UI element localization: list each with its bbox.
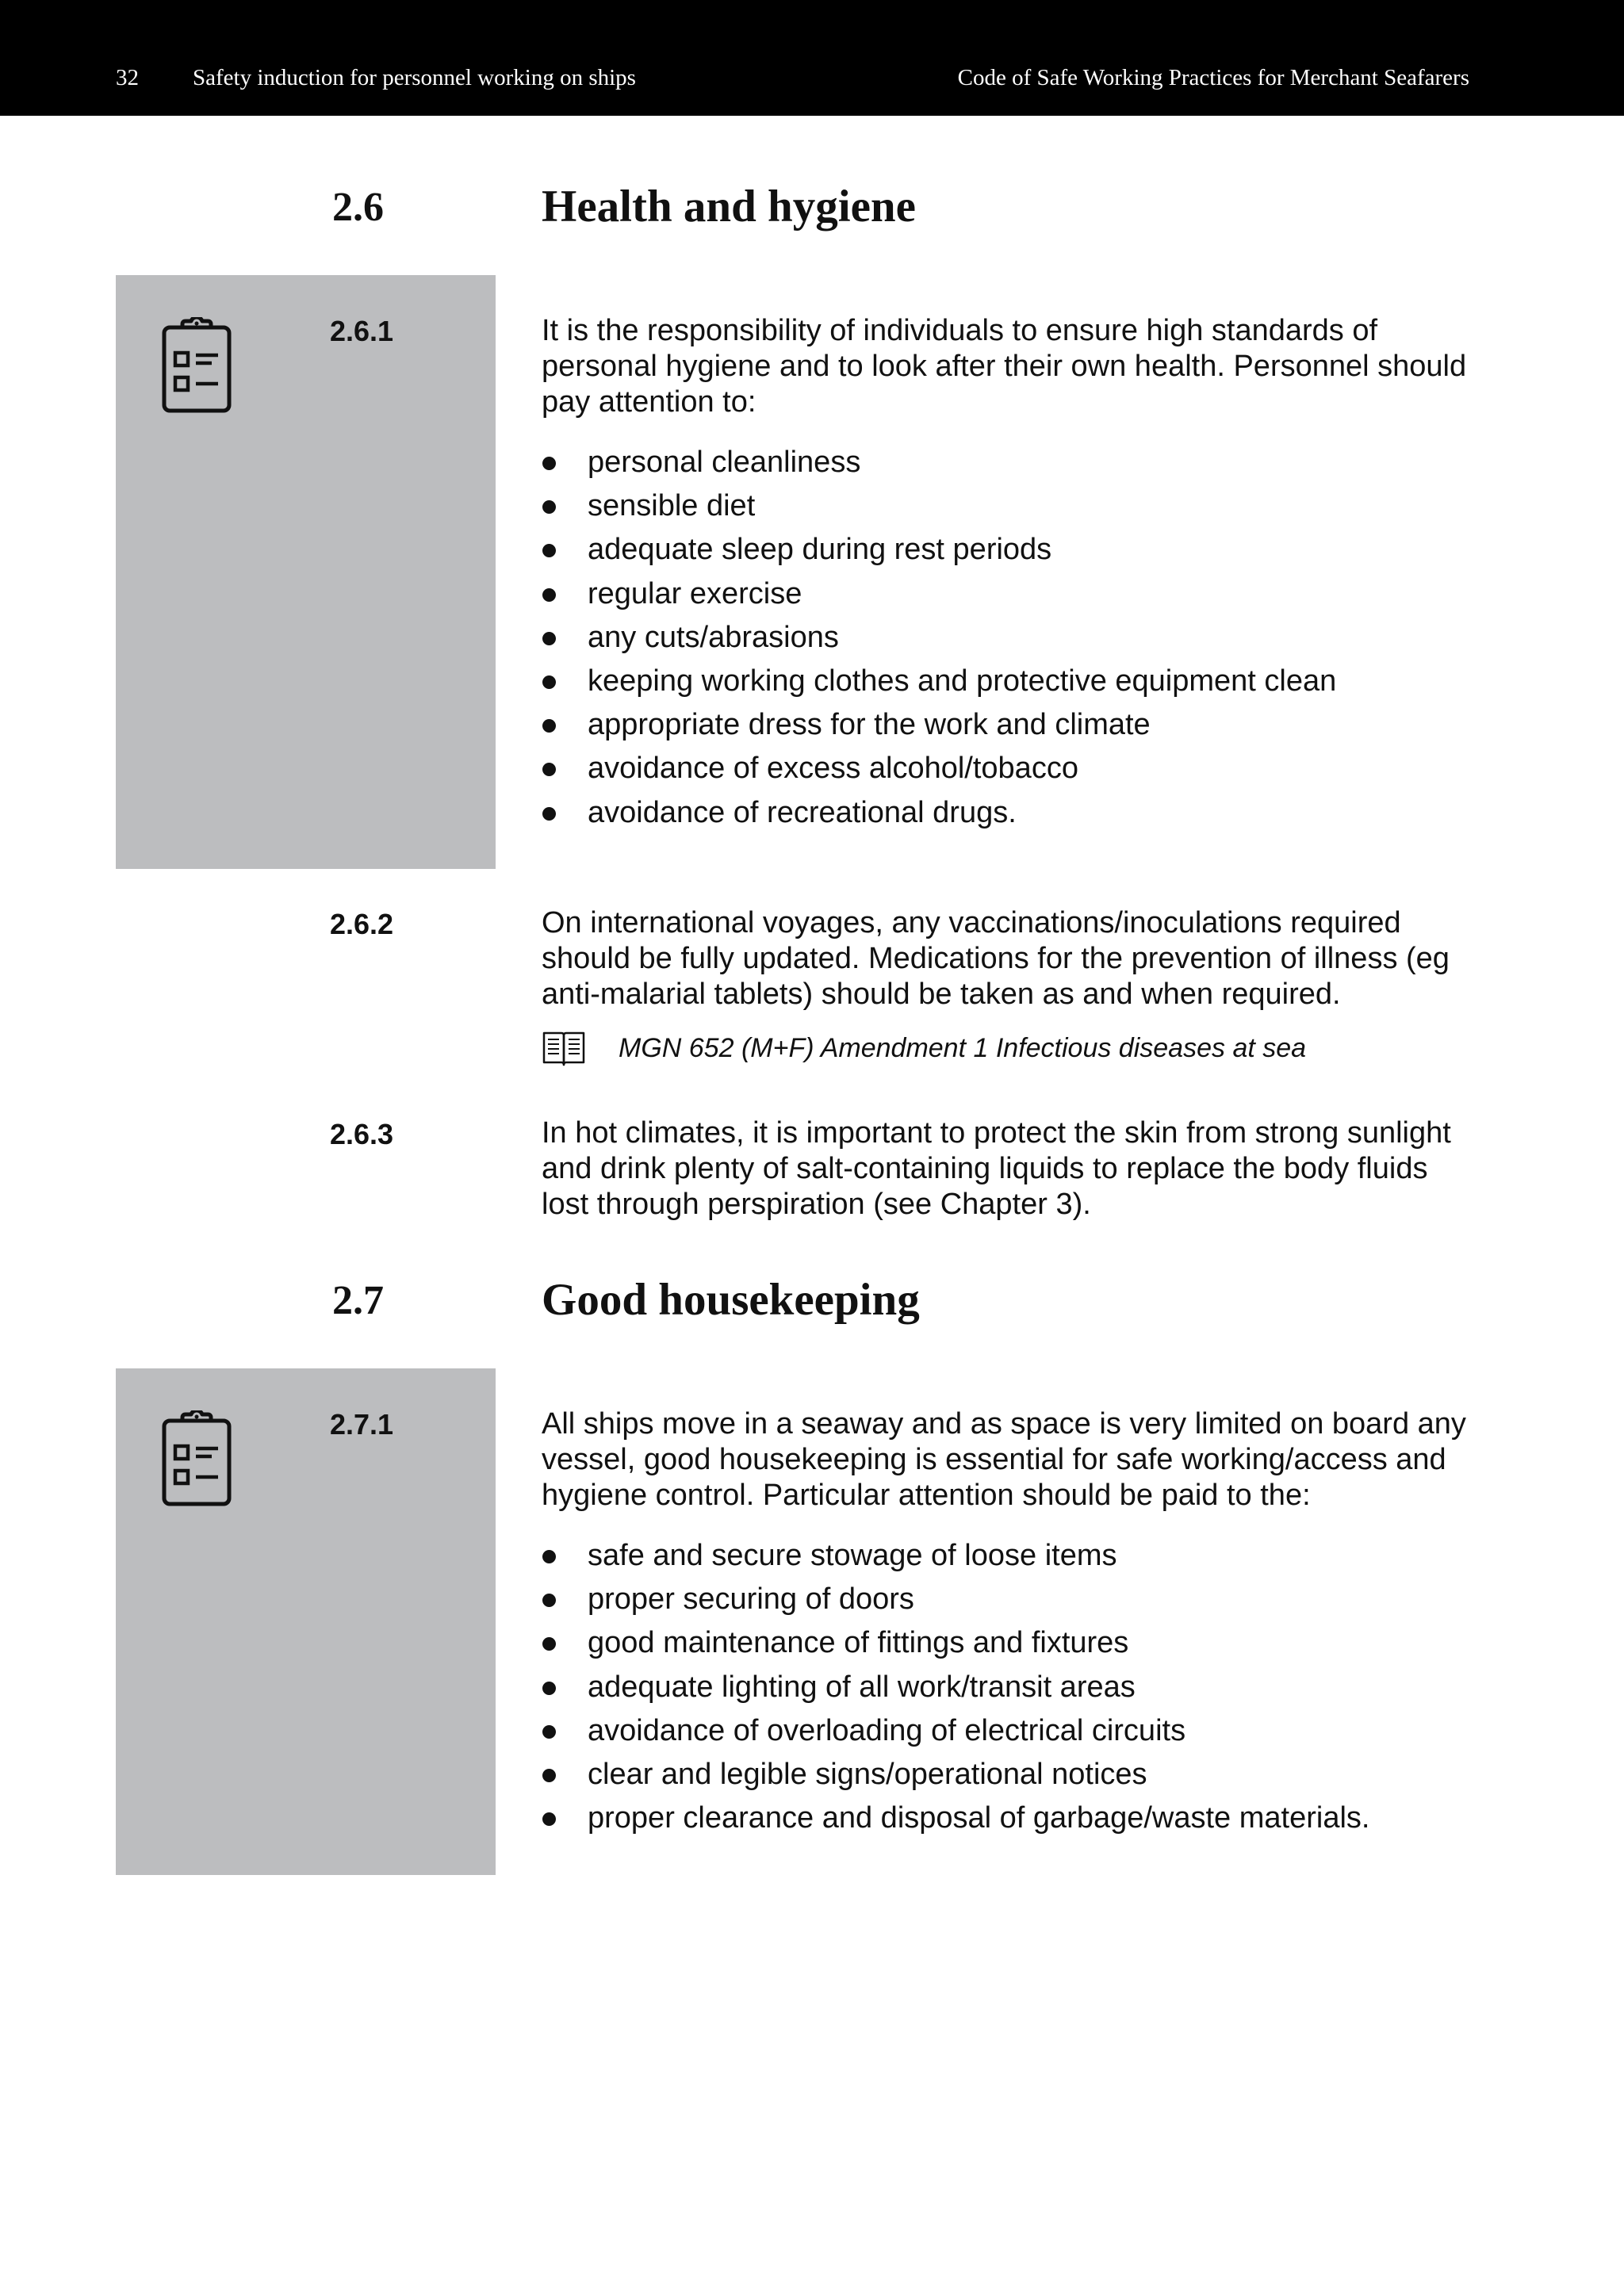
list-item: avoidance of excess alcohol/tobacco (542, 747, 1477, 790)
section-number: 2.7 (332, 1278, 384, 1323)
bullet-icon (542, 1637, 556, 1651)
clause-number: 2.6.2 (330, 908, 394, 940)
list-item: appropriate dress for the work and climate (542, 703, 1477, 747)
list-item: proper securing of doors (542, 1578, 1477, 1621)
bullet-icon (542, 1769, 556, 1782)
list-item: avoidance of recreational drugs. (542, 791, 1477, 835)
page-number: 32 (116, 65, 139, 90)
reference-text: MGN 652 (M+F) Amendment 1 Infectious diseases at sea (619, 1033, 1307, 1063)
section-title: Health and hygiene (542, 182, 916, 232)
bullet-icon (542, 807, 556, 821)
section-number: 2.6 (332, 185, 384, 230)
bullet-icon (542, 544, 556, 557)
clause-paragraph: In hot climates, it is important to protect the skin from strong sunlight and drink plenty of salt-containing liquids to replace the body fluids lost through perspiration (see Chapter 3). (542, 1116, 1451, 1221)
bullet-icon (542, 500, 556, 514)
list-item: adequate lighting of all work/transit areas (542, 1666, 1477, 1709)
list-item: sensible diet (542, 484, 1477, 528)
clause-paragraph: On international voyages, any vaccinations/inoculations required should be fully updated. Medications for the prevention of illness (eg anti-malarial tablets) should be taken as and when required. (542, 906, 1450, 1011)
list-item: personal cleanliness (542, 441, 1477, 484)
bullet-icon (542, 1682, 556, 1695)
clause-number: 2.6.3 (330, 1118, 394, 1150)
bullet-icon (542, 1550, 556, 1563)
clause-paragraph: All ships move in a seaway and as space is very limited on board any vessel, good housekeeping is essential for safe working/access and hygiene control. Particular attention should be paid to the: (542, 1407, 1466, 1512)
publication-title: Code of Safe Working Practices for Merchant Seafarers (957, 65, 1469, 90)
page-header (0, 0, 1624, 116)
clause-number: 2.6.1 (330, 315, 394, 347)
bullet-icon (542, 719, 556, 733)
list-item: regular exercise (542, 572, 1477, 616)
bullet-icon (542, 1594, 556, 1607)
list-item: avoidance of overloading of electrical circuits (542, 1709, 1477, 1753)
bullet-icon (542, 1812, 556, 1826)
chapter-title: Safety induction for personnel working on ships (193, 65, 636, 90)
list-item: good maintenance of fittings and fixtures (542, 1621, 1477, 1665)
clause-number: 2.7.1 (330, 1408, 394, 1441)
list-item: proper clearance and disposal of garbage/waste materials. (542, 1797, 1477, 1840)
bullet-icon (542, 763, 556, 776)
reference-note (542, 1028, 1477, 1070)
bullet-list (542, 1534, 1477, 1840)
list-item: adequate sleep during rest periods (542, 528, 1477, 572)
section-title: Good housekeeping (542, 1275, 920, 1325)
list-item: keeping working clothes and protective equipment clean (542, 660, 1477, 703)
clipboard-checklist-icon (161, 317, 232, 414)
list-item: any cuts/abrasions (542, 616, 1477, 660)
bullet-icon (542, 457, 556, 470)
bullet-icon (542, 1725, 556, 1739)
list-item: clear and legible signs/operational notices (542, 1753, 1477, 1797)
clause-paragraph: It is the responsibility of individuals to ensure high standards of personal hygiene and to look after their own health. Personnel should pay attention to: (542, 314, 1467, 419)
bullet-icon (542, 675, 556, 689)
bullet-icon (542, 588, 556, 602)
bullet-icon (542, 632, 556, 645)
clipboard-checklist-icon (161, 1410, 232, 1507)
open-book-icon (542, 1030, 586, 1066)
list-item: safe and secure stowage of loose items (542, 1534, 1477, 1578)
bullet-list (542, 441, 1477, 835)
